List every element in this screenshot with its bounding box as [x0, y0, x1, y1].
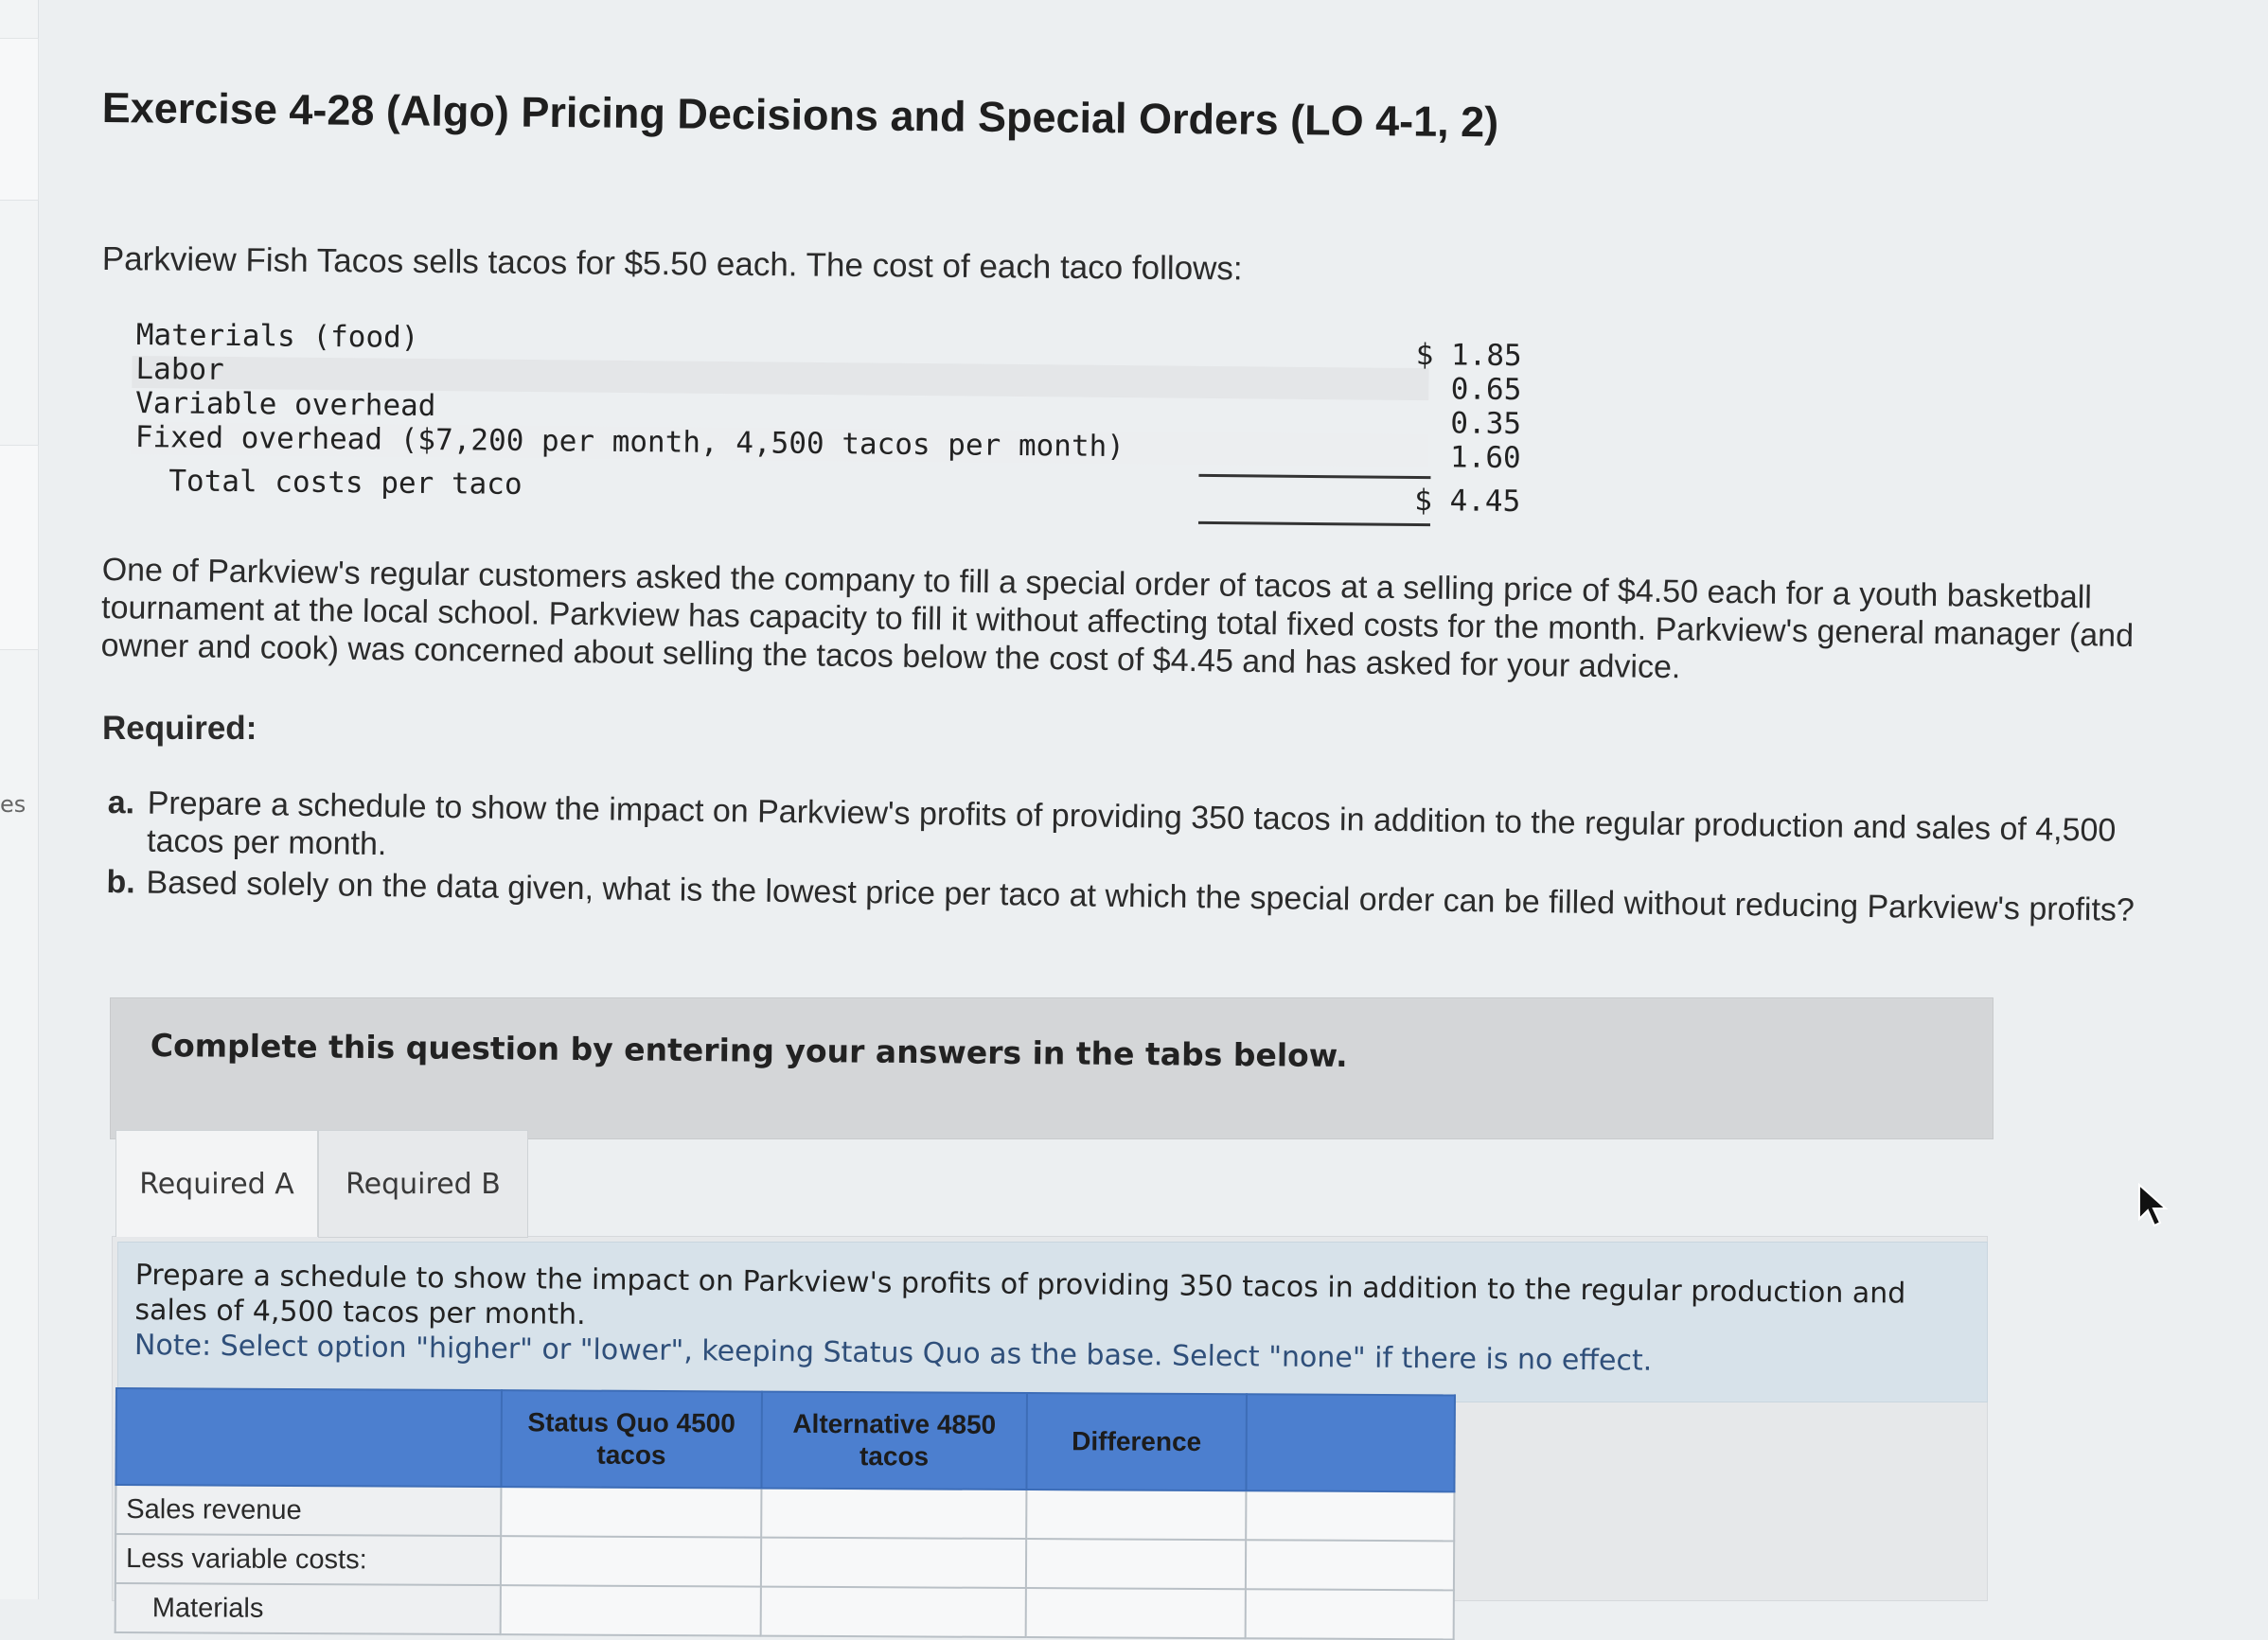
required-list [106, 784, 2190, 934]
header-difference: Difference [1027, 1393, 1247, 1490]
cost-value: 0.65 [1275, 371, 1521, 407]
status-quo-input[interactable] [501, 1585, 761, 1635]
table-row [115, 1583, 1454, 1639]
rail-label: es [0, 791, 26, 818]
item-letter: a. [107, 784, 134, 821]
difference-input[interactable] [1026, 1539, 1246, 1589]
table-row [115, 1485, 1454, 1541]
item-text: Prepare a schedule to show the impact on Parkview's profits of providing 350 tacos in addition to the regular production and sales of 4,500 tacos per month. [147, 785, 2117, 863]
total-value: $ 4.45 [1274, 483, 1520, 519]
rail-panel-mid [0, 445, 39, 650]
schedule-table [115, 1387, 1456, 1640]
difference-select[interactable] [1246, 1540, 1454, 1590]
cost-label: Fixed overhead ($7,200 per month, 4,500 tacos per month) [135, 420, 1125, 464]
page-title: Exercise 4-28 (Algo) Pricing Decisions and Special Orders (LO 4-1, 2) [101, 83, 1498, 147]
difference-select[interactable] [1246, 1490, 1454, 1541]
alternative-input[interactable] [761, 1538, 1027, 1588]
required-heading: Required: [102, 710, 257, 748]
status-quo-input[interactable] [501, 1536, 761, 1586]
header-alternative: Alternative 4850 tacos [761, 1392, 1027, 1490]
scenario-paragraph: One of Parkview's regular customers asked the company to fill a special order of tacos at a selling price of $4.50 each for a youth basketball tournament at the local school. Parkview has capacity to fill it without affecting total fixed costs for the month. Parkview's general manager (and owner and cook) was concerned about selling the tacos below the cost of $4.45 and has asked for your advice. [100, 551, 2184, 694]
total-label: Total costs per taco [168, 464, 523, 502]
header-status-quo: Status Quo 4500 tacos [501, 1390, 761, 1488]
instructions-banner [110, 997, 1993, 1139]
panel-instruction: Prepare a schedule to show the impact on Parkview's profits of providing 350 tacos in addition to the regular production and sales of 4,500 tacos per month. [134, 1258, 1962, 1347]
alternative-input[interactable] [761, 1489, 1027, 1539]
intro-text: Parkview Fish Tacos sells tacos for $5.50 each. The cost of each taco follows: [102, 240, 1243, 289]
header-blank [115, 1388, 501, 1487]
cost-label: Variable overhead [135, 386, 436, 423]
schedule-header-row [115, 1388, 1455, 1491]
cost-label: Labor [135, 352, 224, 387]
alternative-input[interactable] [760, 1587, 1026, 1637]
tab-required-b[interactable]: Required B [318, 1130, 528, 1238]
cost-value: 0.35 [1275, 405, 1521, 441]
row-label: Sales revenue [115, 1485, 501, 1536]
item-text: Based solely on the data given, what is the lowest price per taco at which the special order can be filled without reducing Parkview's profits? [146, 865, 2135, 928]
cost-value: $ 1.85 [1276, 337, 1522, 373]
cost-value: 1.60 [1274, 439, 1520, 475]
left-rail [0, 0, 39, 1599]
status-quo-input[interactable] [501, 1487, 761, 1537]
subtotal-rule [1198, 474, 1430, 479]
header-difference-select [1246, 1394, 1455, 1491]
panel-note: Note: Select option "higher" or "lower", keeping Status Quo as the base. Select "none" if there is no effect. [134, 1328, 1961, 1382]
panel-instructions [117, 1242, 1988, 1402]
mouse-cursor-icon [2137, 1183, 2170, 1228]
cost-table [131, 318, 1439, 538]
instructions-text: Complete this question by entering your answers in the tabs below. [151, 1027, 1348, 1074]
rail-panel-top [0, 38, 39, 201]
tab-required-a[interactable]: Required A [115, 1130, 318, 1237]
cost-label: Materials (food) [136, 318, 419, 355]
difference-select[interactable] [1245, 1589, 1453, 1639]
difference-input[interactable] [1026, 1588, 1246, 1638]
difference-input[interactable] [1026, 1490, 1246, 1540]
row-label: Less variable costs: [115, 1534, 501, 1585]
table-row [115, 1534, 1454, 1590]
item-letter: b. [106, 863, 135, 901]
panel-instruction-text [134, 1258, 1962, 1382]
row-label: Materials [115, 1583, 501, 1634]
total-rule [1198, 521, 1430, 526]
